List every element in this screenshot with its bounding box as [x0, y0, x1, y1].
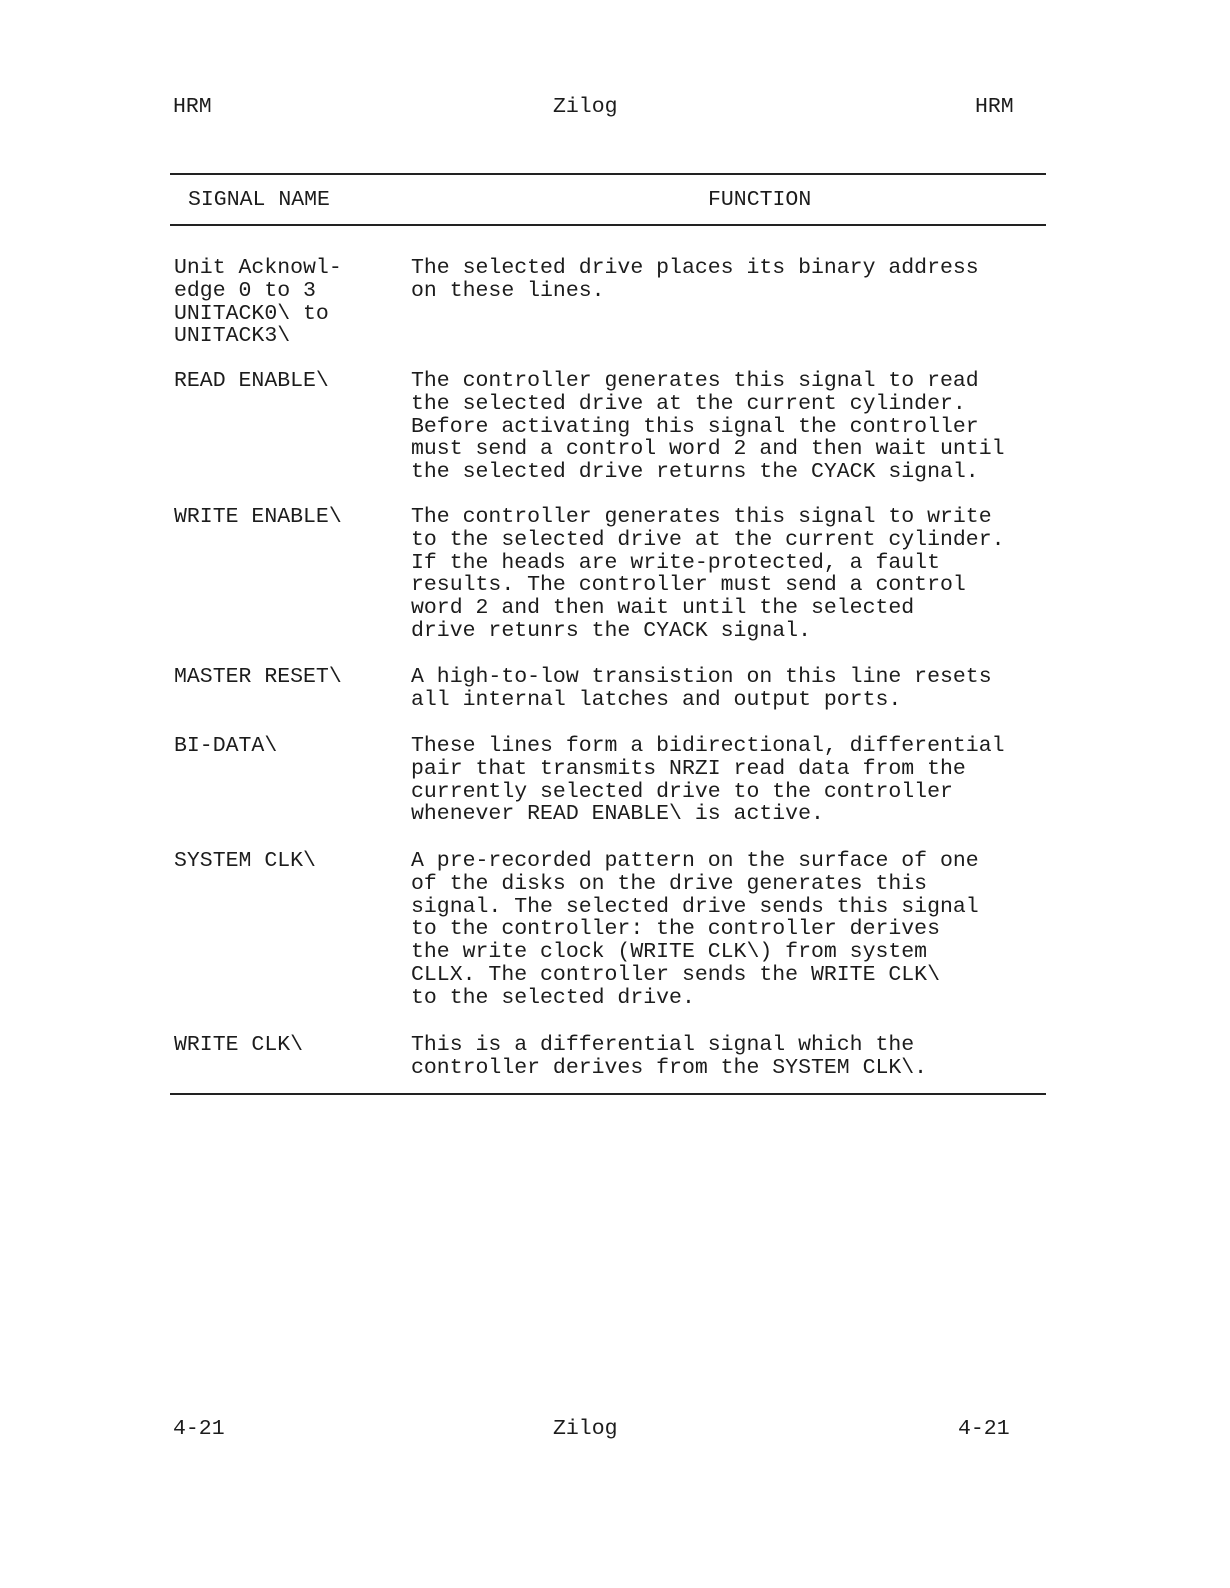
column-header-function: FUNCTION [708, 188, 812, 212]
header-right: HRM [975, 95, 1014, 119]
table-header [0, 186, 1230, 214]
signal-name: MASTER RESET\ [174, 665, 342, 689]
signal-function: These lines form a bidirectional, differential pair that transmits NRZI read data from the currently selected drive to the controller whenever READ ENABLE\ is active. [411, 734, 1005, 827]
signal-function: The selected drive places its binary address on these lines. [411, 256, 979, 303]
signal-function: A pre-recorded pattern on the surface of one of the disks on the drive generates this signal. The selected drive sends this signal to the controller: the controller derives the write clock (WRITE CLK\) from system CLLX. The controller sends the WRITE CLK\ to the selected drive. [411, 849, 979, 1010]
signal-function: This is a differential signal which the controller derives from the SYSTEM CLK\. [411, 1033, 928, 1080]
page-header [0, 92, 1230, 122]
footer-center: Zilog [553, 1417, 618, 1441]
header-left: HRM [173, 95, 212, 119]
table-bottom-rule [170, 1093, 1046, 1095]
signal-name: SYSTEM CLK\ [174, 849, 316, 873]
page-footer [0, 1414, 1230, 1444]
signal-name: WRITE CLK\ [174, 1033, 304, 1057]
table-top-rule [170, 173, 1046, 175]
footer-right: 4-21 [958, 1417, 1010, 1441]
header-center: Zilog [553, 95, 618, 119]
signal-function: A high-to-low transistion on this line resets all internal latches and output ports. [411, 665, 992, 712]
signal-function: The controller generates this signal to read the selected drive at the current cylinder. Before activating this signal the controller must send a control word 2 and then wait until the selected drive returns the CYACK signal. [411, 369, 1005, 485]
signal-name: Unit Acknowl- edge 0 to 3 UNITACK0\ to UNITACK3\ [174, 256, 342, 349]
signal-function: The controller generates this signal to write to the selected drive at the current cylinder. If the heads are write-protected, a fault results. The controller must send a control word 2 and then wait until the selected drive retunrs the CYACK signal. [411, 505, 1005, 643]
signal-name: WRITE ENABLE\ [174, 505, 342, 529]
signal-name: BI-DATA\ [174, 734, 278, 758]
table-header-rule [170, 224, 1046, 226]
footer-left: 4-21 [173, 1417, 225, 1441]
column-header-signal-name: SIGNAL NAME [188, 188, 330, 212]
signal-name: READ ENABLE\ [174, 369, 329, 393]
